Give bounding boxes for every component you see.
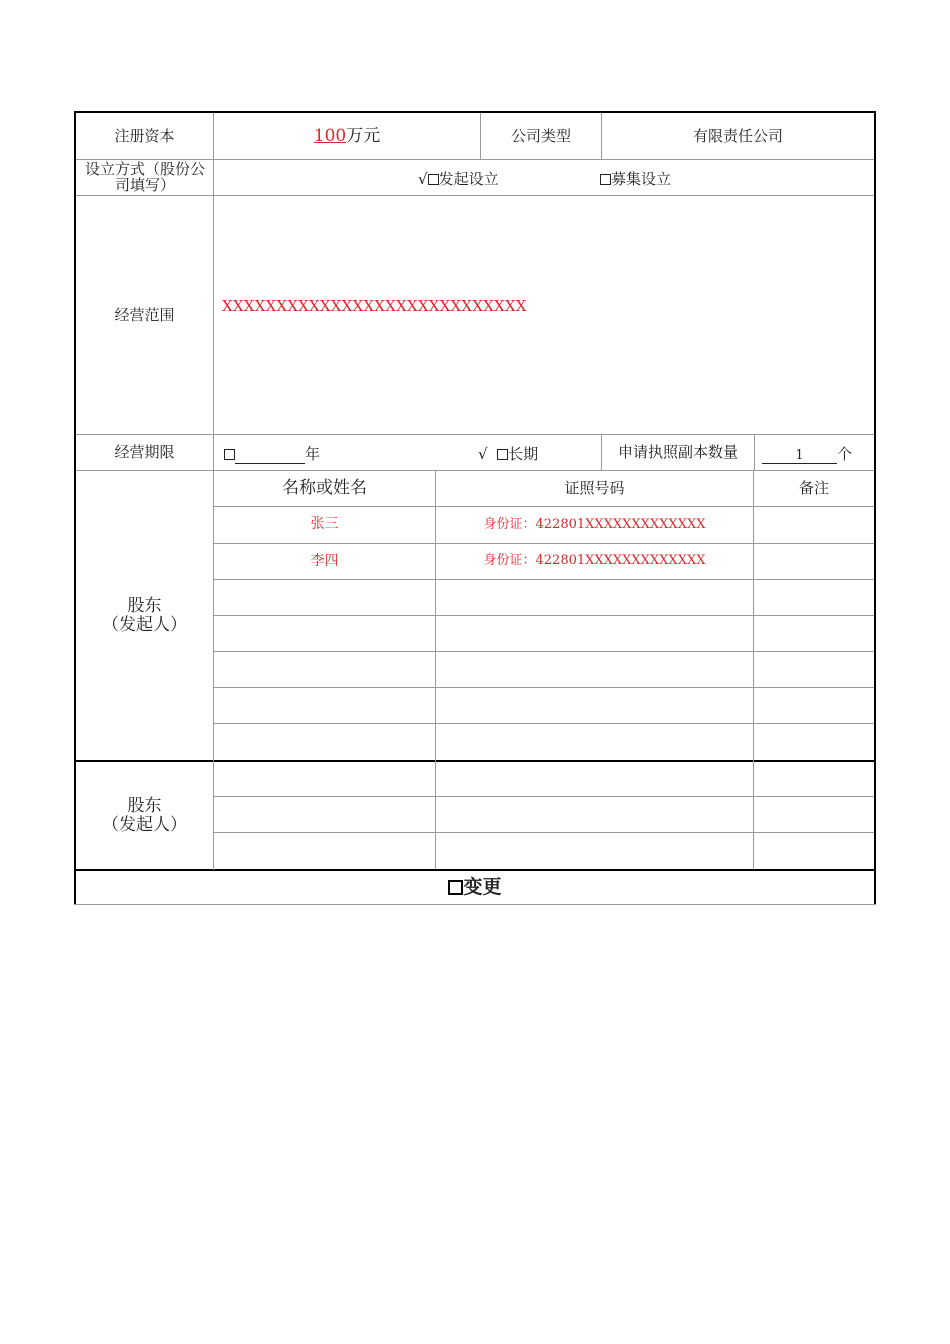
shareholder-note[interactable] [754, 544, 874, 579]
initiator-label: （发起人） [102, 614, 187, 635]
col-header-id: 证照号码 [564, 479, 625, 498]
setup-method-label: 设立方式（股份公司填写） [84, 159, 205, 194]
term-long-option[interactable] [478, 443, 538, 464]
shareholder-name[interactable]: 李四 [310, 552, 339, 569]
long-term-label: 长期 [508, 445, 539, 463]
grid-line [213, 651, 874, 652]
option-initiate-label: 发起设立 [438, 170, 499, 188]
shareholders-label: 股东 [127, 795, 162, 816]
shareholder-id[interactable]: 身份证：422801XXXXXXXXXXXXX [483, 516, 706, 532]
license-copies-field[interactable] [762, 443, 852, 464]
license-copies-label: 申请执照副本数量 [617, 443, 738, 462]
shareholder-name[interactable]: 张三 [310, 516, 339, 533]
reg-capital-label: 注册资本 [114, 126, 175, 145]
option-raise[interactable] [600, 168, 671, 189]
option-initiate[interactable] [418, 168, 499, 189]
company-type-label: 公司类型 [510, 126, 571, 145]
check-mark: √ [418, 170, 428, 188]
option-raise-label: 募集设立 [611, 170, 672, 188]
business-scope-label: 经营范围 [114, 305, 175, 324]
checkbox-icon [448, 880, 463, 895]
company-type-value[interactable]: 有限责任公司 [692, 126, 783, 145]
checkbox-icon [224, 449, 235, 460]
checkbox-icon [497, 449, 508, 460]
reg-capital-field[interactable] [214, 113, 480, 159]
grid-line [213, 723, 874, 724]
business-scope-value[interactable]: XXXXXXXXXXXXXXXXXXXXXXXXXXXX [222, 297, 527, 315]
change-label: 变更 [463, 876, 502, 899]
license-copies-unit: 个 [837, 445, 853, 463]
initiator-label: （发起人） [102, 814, 187, 835]
col-header-note: 备注 [798, 479, 829, 498]
business-term-label: 经营期限 [114, 443, 175, 462]
col-line [754, 434, 755, 470]
reg-capital-value: 100 [313, 125, 347, 146]
shareholders-label: 股东 [127, 595, 162, 616]
grid-line [213, 615, 874, 616]
reg-capital-unit: 万元 [346, 125, 381, 146]
change-option[interactable] [76, 871, 874, 904]
col-header-name: 名称或姓名 [282, 478, 367, 499]
checkbox-icon [428, 174, 439, 185]
shareholder-id[interactable]: 身份证：422801XXXXXXXXXXXXX [483, 553, 706, 569]
license-copies-value: 1 [762, 448, 837, 464]
shareholders-section-label-2 [76, 762, 213, 869]
shareholder-note[interactable] [754, 507, 874, 543]
grid-line [213, 687, 874, 688]
table-right-border [874, 111, 876, 905]
grid-line [213, 796, 874, 797]
table-bottom-border [74, 904, 876, 905]
year-suffix: 年 [305, 445, 321, 463]
check-mark: √ [478, 445, 488, 463]
term-years-field[interactable] [224, 443, 320, 464]
checkbox-icon [600, 174, 611, 185]
shareholders-section-label [76, 471, 213, 760]
grid-line [213, 832, 874, 833]
grid-line [213, 579, 874, 580]
